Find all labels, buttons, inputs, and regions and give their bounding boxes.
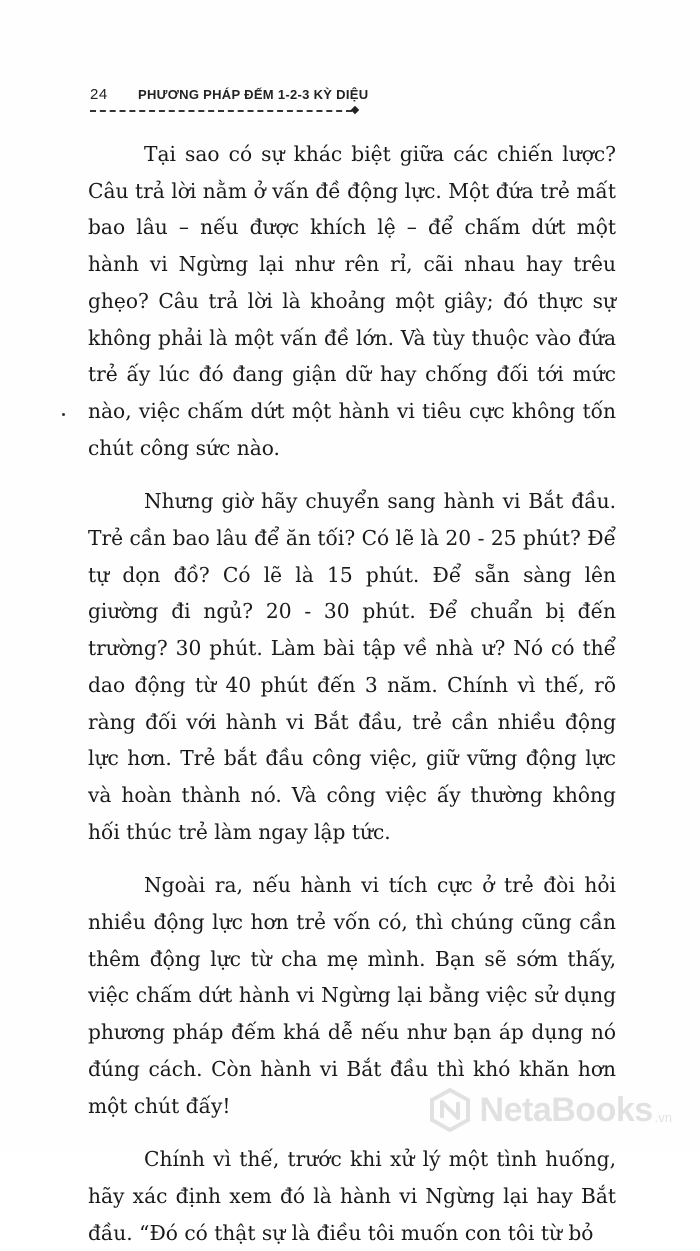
- watermark: [428, 1080, 672, 1140]
- margin-mark: [62, 413, 65, 416]
- book-title: PHƯƠNG PHÁP ĐẾM 1-2-3 KỲ DIỆU: [138, 87, 369, 102]
- running-header: [90, 86, 369, 116]
- paragraph-1: Tại sao có sự khác biệt giữa các chiến lược? Câu trả lời nằm ở vấn đề động lực. Một đứa trẻ mất bao lâu – nếu được khích lệ – để chấm dứt một hành vi Ngừng lại như rên rỉ, cãi nhau hay trêu ghẹo? Câu trả lời là khoảng một giây; đó thực sự không phải là một vấn đề lớn. Và tùy thuộc vào đứa trẻ ấy lúc đó đang giận dữ hay chống đối tới mức nào, việc chấm dứt một hành vi tiêu cực không tốn chút công sức nào.: [88, 142, 616, 460]
- header-dashed-rule: [90, 110, 352, 112]
- watermark-suffix: .vn: [654, 1109, 672, 1125]
- netabooks-logo-icon: [428, 1088, 472, 1132]
- watermark-brand: NetaBooks: [479, 1090, 653, 1129]
- paragraph-2: Nhưng giờ hãy chuyển sang hành vi Bắt đầu. Trẻ cần bao lâu để ăn tối? Có lẽ là 20 - 25 phút? Để tự dọn đồ? Có lẽ là 15 phút. Để sẵn sàng lên giường đi ngủ? 20 - 30 phút. Để chuẩn bị đến trường? 30 phút. Làm bài tập về nhà ư? Nó có thể dao động từ 40 phút đến 3 năm. Chính vì thế, rõ ràng đối với hành vi Bắt đầu, trẻ cần nhiều động lực hơn. Trẻ bắt đầu công việc, giữ vững động lực và hoàn thành nó. Và công việc ấy thường không hối thúc trẻ làm ngay lập tức.: [88, 489, 616, 844]
- page-number: 24: [90, 86, 108, 103]
- header-rule-end-mark: [351, 106, 359, 114]
- paragraph-3: Ngoài ra, nếu hành vi tích cực ở trẻ đòi hỏi nhiều động lực hơn trẻ vốn có, thì chúng cũng cần thêm động lực từ cha mẹ mình. Bạn sẽ sớm thấy, việc chấm dứt hành vi Ngừng lại bằng việc sử dụng phương pháp đếm khá dễ nếu như bạn áp dụng nó đúng cách. Còn hành vi Bắt đầu thì khó khăn hơn một chút đấy!: [88, 873, 616, 1118]
- paragraph-4: Chính vì thế, trước khi xử lý một tình huống, hãy xác định xem đó là hành vi Ngừng lại hay Bắt đầu. “Đó có thật sự là điều tôi muốn con tôi từ bỏ: [88, 1147, 616, 1245]
